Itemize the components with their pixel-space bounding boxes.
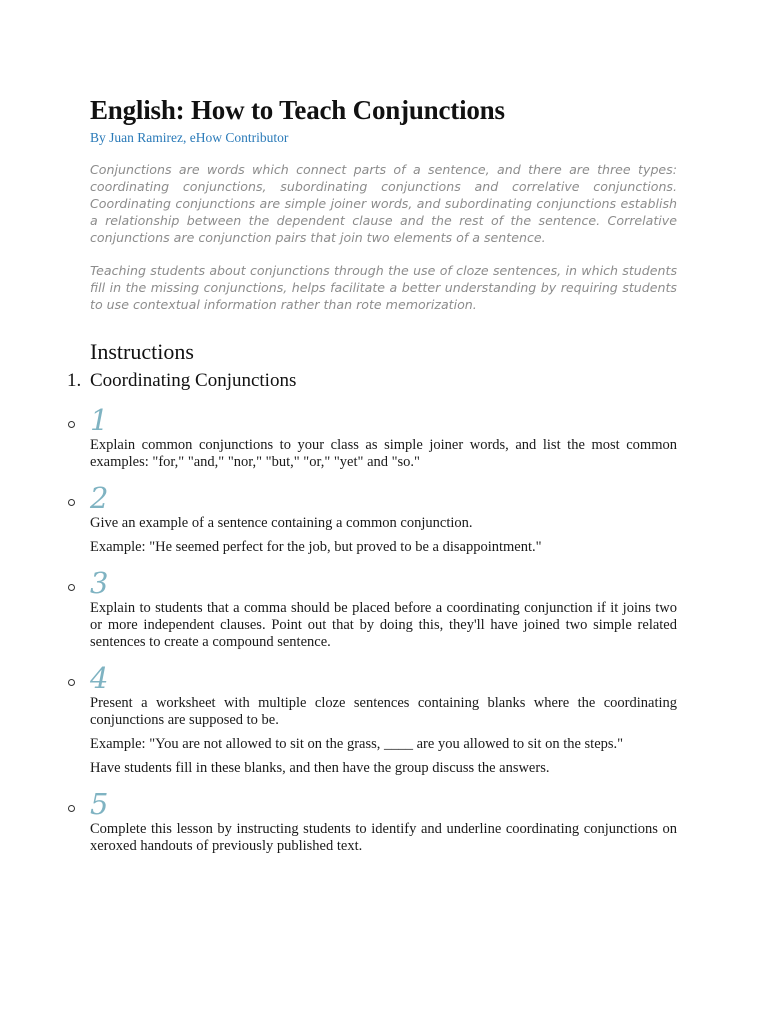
step-text: Complete this lesson by instructing students to identify and underline coordinating conjunctions on xeroxed handouts of previously published text. bbox=[90, 821, 677, 854]
instructions-heading: Instructions bbox=[90, 339, 194, 364]
intro bbox=[90, 161, 677, 313]
section-heading bbox=[67, 369, 677, 393]
step-text: Have students fill in these blanks, and then have the group discuss the answers. bbox=[90, 760, 550, 776]
step-number: 3 bbox=[90, 566, 109, 600]
circle-bullet-icon bbox=[68, 805, 75, 812]
intro-paragraph: Conjunctions are words which connect parts of a sentence, and there are three types: coordinating conjunctions, subordinating conjunctions and correlative conjunctions. Coordinating conjunctions are simple joiner words, and subordinating conjunctions establish a relationship between the dependent clause and the rest of the sentence. Correlative conjunctions are conjunction pairs that join two elements of a sentence. bbox=[90, 162, 677, 245]
author-byline-link[interactable]: By Juan Ramirez, eHow Contributor bbox=[90, 130, 289, 145]
circle-bullet-icon bbox=[68, 679, 75, 686]
article bbox=[67, 94, 677, 867]
page-title: English: How to Teach Conjunctions bbox=[90, 95, 505, 125]
step-item bbox=[90, 663, 677, 777]
step-number: 1 bbox=[90, 403, 109, 437]
section-number: 1. bbox=[67, 370, 82, 391]
step-number: 5 bbox=[90, 787, 109, 821]
step-example: Example: "You are not allowed to sit on the grass, ____ are you allowed to sit on the steps." bbox=[90, 736, 624, 752]
step-text: Present a worksheet with multiple cloze sentences containing blanks where the coordinating conjunctions are supposed to be. bbox=[90, 695, 677, 728]
circle-bullet-icon bbox=[68, 421, 75, 428]
step-item bbox=[90, 483, 677, 556]
circle-bullet-icon bbox=[68, 584, 75, 591]
step-item bbox=[90, 568, 677, 651]
steps-list bbox=[90, 405, 677, 855]
step-text: Explain to students that a comma should be placed before a coordinating conjunction if it joins two or more independent clauses. Point out that by doing this, they'll have joined two simple related sentences to create a compound sentence. bbox=[90, 600, 677, 650]
intro-paragraph: Teaching students about conjunctions through the use of cloze sentences, in which students fill in the missing conjunctions, helps facilitate a better understanding by requiring students to use contextual information rather than rote memorization. bbox=[90, 263, 677, 312]
step-text: Explain common conjunctions to your class as simple joiner words, and list the most common examples: "for," "and," "nor," "but," "or," "yet" and "so." bbox=[90, 437, 677, 470]
step-item bbox=[90, 405, 677, 471]
step-number: 2 bbox=[90, 481, 109, 515]
step-example: Example: "He seemed perfect for the job, but proved to be a disappointment." bbox=[90, 539, 542, 555]
step-item bbox=[90, 789, 677, 855]
step-number: 4 bbox=[90, 661, 109, 695]
step-text: Give an example of a sentence containing a common conjunction. bbox=[90, 515, 473, 531]
circle-bullet-icon bbox=[68, 499, 75, 506]
section-title: Coordinating Conjunctions bbox=[90, 370, 297, 391]
